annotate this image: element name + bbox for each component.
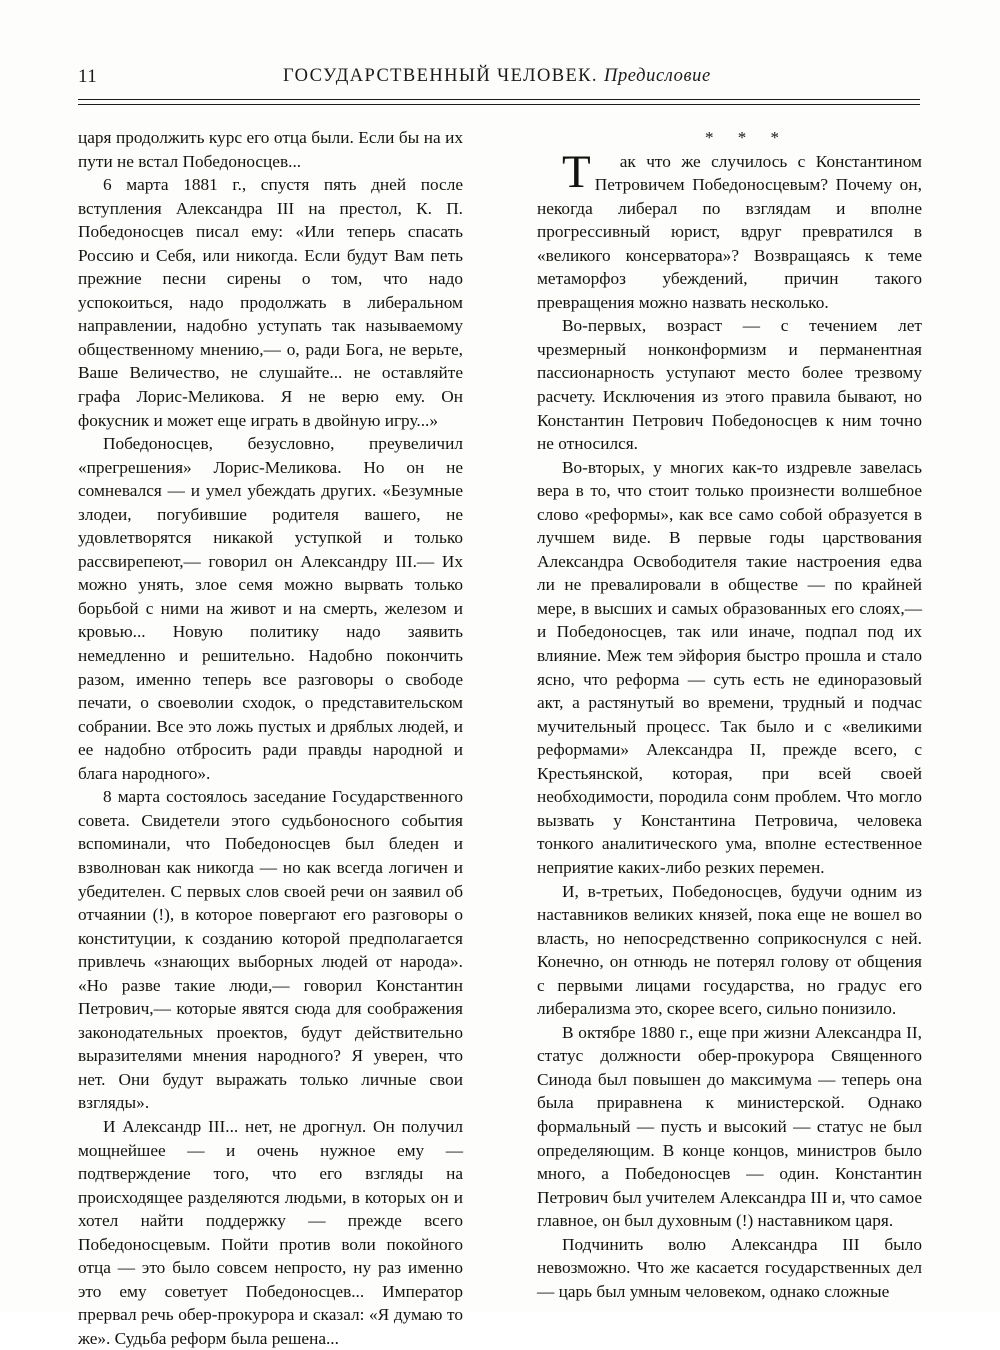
section-divider: * * * <box>705 128 789 147</box>
paragraph: Во-вторых, у многих как-то издревле завелась вера в то, что стоит только произнести волшебное слово «реформы», как все само собой образуется в лучшем виде. В первые годы царствования Александра Освободителя такие настроения едва ли не превалировали в обществе — по крайней мере, в высших и самых образованных его слоях,— и Победоносцев, так или иначе, подпал под их влияние. Меж тем эйфория быстро прошла и стало ясно, что реформа — суть есть не единоразовый акт, а растянутый во времени, трудный и подчас мучительный процесс. Так было и с «великими реформами» Александра II, прежде всего, с Крестьянской, которая, при всей своей необходимости, породила сонм проблем. Что могло вызвать у Константина Петровича, человека тонкого аналитического ума, вполне естественное неприятие каких-либо резких перемен. <box>537 457 922 877</box>
body-columns <box>78 126 922 1348</box>
running-head <box>283 66 711 87</box>
paragraph: Победоносцев, безусловно, преувеличил «прегрешения» Лорис-Меликова. Но он не сомневался — и умел убеждать других. «Безумные злодеи, погубившие родителя вашего, не удовлетворятся никакой уступкой и только рассвирепеют,— говорил он Александру III.— Их можно унять, злое семя можно вырвать только борьбой с ними на живот и на смерть, железом и кровью... Новую политику надо заявить немедленно и решительно. Надобно покончить разом, именно теперь все разговоры о свободе печати, о своеволии сходок, о представительском собрании. Все это ложь пустых и дряблых людей, и ее надобно отбросить ради правды народной и блага народного». <box>78 434 463 783</box>
page-number: 11 <box>78 66 98 87</box>
paragraph: И Александр III... нет, не дрогнул. Он получил мощнейшее — и очень нужное ему — подтверждение того, что его взгляды на происходящее разделяются людьми, в которых он и хотел найти поддержку — прежде всего Победоносцевым. Пойти против воли покойного отца — это было совсем непросто, ну раз именно это ему советует Победоносцев... Император прервал речь обер-прокурора и сказал: «Я думаю то же». Судьба реформ была решена... <box>78 1116 463 1348</box>
paragraph: 8 марта состоялось заседание Государственного совета. Свидетели этого судьбоносного события вспоминали, что Победоносцев был бледен и взволнован как никогда — но как всегда логичен и убедителен. С первых слов своей речи он заявил об отчаянии (!), в которое повергают его разговоры о конституции, к созданию которой предполагается привлечь «знающих выборных людей от народа». «Но разве такие люди,— говорил Константин Петрович,— которые явятся сюда для соображения законодательных проектов, будут действительно выразителями мнения народного? Я уверен, что нет. Они будут выражать только личные свои взгляды». <box>78 787 463 1113</box>
header-rule-thin <box>78 104 920 105</box>
running-head-title: ГОСУДАРСТВЕННЫЙ ЧЕЛОВЕК. <box>283 66 598 86</box>
right-column <box>537 126 922 1303</box>
header-rule-thick <box>78 99 920 100</box>
paragraph: В октябре 1880 г., еще при жизни Александра II, статус должности обер-прокурора Священного Синода был повышен до максимума — теперь она была приравнена к министерской. Однако формальный — пусть и высокий — статус не был определяющим. В конце концов, министров было много, а Победоносцев — один. Константин Петрович был учителем Александра III и, что самое главное, он был духовным (!) наставником царя. <box>537 1022 922 1231</box>
paragraph-text: ак что же случилось с Константином Петровичем Победоносцевым? Почему он, некогда либерал по взглядам и вполне прогрессивный юрист, вдруг превратился в «великого консерватора»? Возвращаясь к теме метаморфоз убеждений, причин такого превращения можно назвать несколько. <box>537 151 922 312</box>
page-header <box>78 62 920 96</box>
paragraph: 6 марта 1881 г., спустя пять дней после вступления Александра III на престол, К. П. Победоносцев писал ему: «Или теперь спасать Россию и Себя, или никогда. Если будут Вам петь прежние песни сирены о том, что надо успокоиться, надо продолжать в либеральном направлении, надобно уступать так называемому общественному мнению,— о, ради Бога, не верьте, Ваше Величество, не слушайте... не оставляйте графа Лорис-Меликова. Я не верю ему. Он фокусник и может еще играть в двойную игру...» <box>78 175 463 430</box>
paragraph: царя продолжить курс его отца были. Если бы на их пути не встал Победоносцев... <box>78 128 463 171</box>
paragraph-with-dropcap <box>537 145 922 315</box>
paragraph: И, в-третьих, Победоносцев, будучи одним из наставников великих князей, пока еще не вошел во власть, но непосредственно соприкоснулся с ней. Конечно, он отнюдь не потерял голову от общения с первыми лицами государства, но градус его либерализма это, скорее всего, сильно понизило. <box>537 881 922 1019</box>
paragraph: Подчинить волю Александра III было невозможно. Что же касается государственных дел — царь был умным человеком, однако сложные <box>537 1234 922 1301</box>
left-column <box>78 126 463 1350</box>
paragraph: Во-первых, возраст — с течением лет чрезмерный нонконформизм и перманентная пассионарность уступают место более трезвому расчету. Исключения из этого правила бывают, но Константин Петрович Победоносцев к ним точно не относился. <box>537 316 922 454</box>
drop-cap: Т <box>562 145 591 198</box>
running-head-section: Предисловие <box>603 66 711 86</box>
